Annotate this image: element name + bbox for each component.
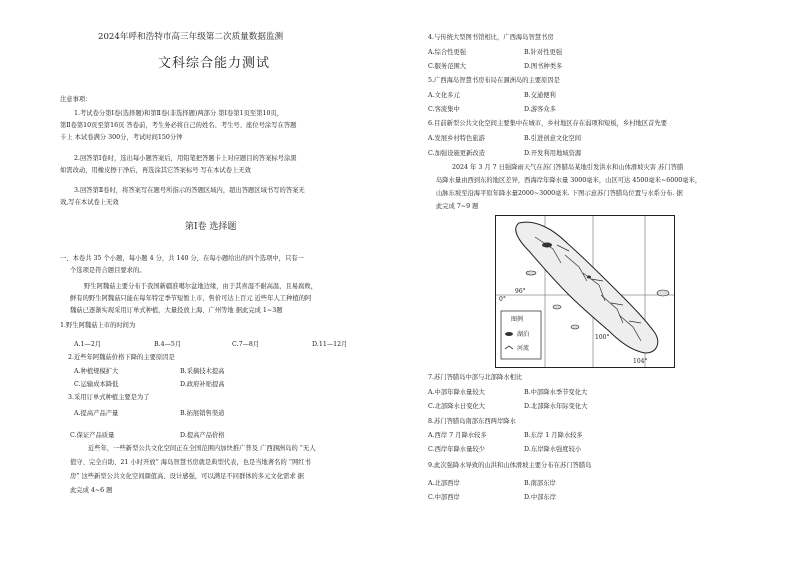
passage2-line4: 此完成 4~6 题 bbox=[70, 487, 113, 494]
q1-option-c: C.7—8月 bbox=[232, 341, 260, 348]
passage2-line2: 值守、完全自助、21 小时开放” 海岛智慧书房就是典型代表，也是当地著名的 “网红书 bbox=[70, 459, 311, 466]
passage2-line1: 近些年，一些新型公共文化空间正在全国范围内加快推广普及 广西涠洲岛的 “无人 bbox=[88, 445, 316, 452]
intro-line2: 个选项是符合题目要求的。 bbox=[70, 267, 146, 274]
q5-option-c: C.客流集中 bbox=[428, 106, 460, 113]
q4-option-d: D.图书种类多 bbox=[524, 63, 563, 70]
passage1-line1: 野生阿魏菇主要分布于我国新疆准噶尔盆地边缘，由于其喜湿不耐高温，且易腐败， bbox=[84, 283, 317, 290]
offshore-island-2 bbox=[553, 305, 561, 309]
q8-option-d: D.东岸降水强度较小 bbox=[524, 446, 582, 453]
section-title: 第Ⅰ卷 选择题 bbox=[185, 222, 237, 232]
q5-option-b: B.交通便利 bbox=[524, 92, 556, 99]
passage3-line3: 山脉东坡至沿海平原年降水量2000~3000毫米. 下图示意苏门答腊岛位置与水系分布. 据 bbox=[436, 190, 683, 197]
notice-1-line1: 1.考试卷分第Ⅰ卷(选择题)和第Ⅱ卷(非选择题)两部分 第Ⅰ卷第1页至第10页， bbox=[74, 110, 284, 117]
label-lon-100: 100° bbox=[595, 334, 610, 341]
passage1-line3: 魏菇已逐渐实现采用订单式种植，大量投放上海、广州等地 据此完成 1~3题 bbox=[70, 307, 283, 314]
q9-option-a: A.北部西岸 bbox=[428, 480, 460, 487]
q7-option-a: A.中部年降水量较大 bbox=[428, 389, 485, 396]
q5-option-d: D.游客众多 bbox=[524, 106, 557, 113]
question-2: 2.近些年阿魏菇价格下降的主要原因是 bbox=[68, 354, 175, 361]
q2-option-a: A.种植规模扩大 bbox=[74, 368, 119, 375]
passage1-line2: 鲜有的野生阿魏菇只能在每年特定季节短暂上市，售价可达上百元 近些年人工种植的阿 bbox=[70, 295, 312, 302]
q8-option-b: B.东岸 1 月降水较多 bbox=[524, 432, 583, 439]
q6-option-a: A.发展乡村特色旅游 bbox=[428, 135, 485, 142]
q3-option-d: D.提高产品价格 bbox=[180, 432, 225, 439]
legend-title: 图例 bbox=[511, 316, 524, 323]
q1-option-d: D.11—12月 bbox=[312, 341, 348, 348]
q2-option-c: C.运输成本降低 bbox=[74, 381, 119, 388]
notice-3-line2: 效,写在本试卷上无效 bbox=[60, 199, 119, 206]
notice-3-line1: 3.回答第Ⅱ卷时，将答案写在题号所指示的答题区域内，超出答题区域书写的答案无 bbox=[74, 187, 305, 194]
question-4: 4.与传统大型图书馆相比，广西海岛智慧书房 bbox=[428, 34, 554, 41]
question-8: 8.苏门答腊岛南部东西两岸降水 bbox=[428, 418, 516, 425]
q6-option-d: D.开发利用地域资源 bbox=[524, 150, 582, 157]
sumatra-map-svg bbox=[495, 215, 675, 368]
label-lat-0: 0° bbox=[499, 296, 506, 303]
legend-lake-label: 湖泊 bbox=[517, 331, 530, 338]
q9-option-c: C.中部西岸 bbox=[428, 494, 460, 501]
q7-option-d: D.北部降水年际变化大 bbox=[524, 403, 588, 410]
subject-title: 文科综合能力测试 bbox=[158, 56, 271, 71]
question-7: 7.苏门答腊岛中部与北部降水相比 bbox=[428, 374, 523, 381]
question-9: 9.此次强降水导致的山洪和山体滑坡主要分布在苏门答腊岛 bbox=[428, 462, 592, 469]
notice-1-line3: 卡上 本试卷满分 300分，考试时间150分钟 bbox=[60, 134, 183, 141]
notice-1-line2: 第Ⅱ卷第10页至第16页 答卷前，考生务必将自己的姓名、考生号、座位号涂写在答题 bbox=[60, 122, 297, 129]
passage3-line1: 2024 年 3 月 7 日强降雨天气在苏门答腊岛某地引发洪水和山体滑坡灾害 苏门答腊 bbox=[452, 164, 684, 171]
passage3-line4: 此完成 7~9 题 bbox=[436, 203, 479, 210]
q6-option-c: C.加强设施更新改造 bbox=[428, 150, 485, 157]
q8-option-c: C.西岸年降水量较少 bbox=[428, 446, 485, 453]
question-5: 5.广西海岛智慧书房布局在涠洲岛的主要原因是 bbox=[428, 77, 560, 84]
label-lon-96: 96° bbox=[515, 288, 526, 295]
q8-option-a: A.西岸 7 月降水较多 bbox=[428, 432, 487, 439]
notice-heading: 注意事项： bbox=[60, 96, 92, 103]
q7-option-c: C.北部降水日变化大 bbox=[428, 403, 485, 410]
q4-option-b: B.针对性更强 bbox=[524, 49, 563, 56]
passage3-line2: 岛降水量由西到东的地区差异，西海岸年降水量 3000毫米，山区可达 4500毫米~6000毫米， bbox=[436, 177, 702, 184]
notice-2-line2: 如需改动，用橡皮擦干净后，再选涂其它答案标号 写在本试卷上无效 bbox=[60, 167, 251, 174]
q1-option-a: A.1—2月 bbox=[74, 341, 102, 348]
legend-river-label: 河流 bbox=[517, 345, 530, 352]
legend-lake-icon bbox=[505, 332, 513, 336]
q2-option-b: B.采摘技术提高 bbox=[180, 368, 225, 375]
question-3: 3.采用订单式种植主要是为了 bbox=[68, 394, 150, 401]
offshore-island-4 bbox=[657, 290, 669, 296]
q1-option-b: B.4—5月 bbox=[154, 341, 182, 348]
q6-option-b: B.引进创意文化空间 bbox=[524, 135, 582, 142]
q3-option-c: C.保证产品质量 bbox=[70, 432, 115, 439]
q4-option-a: A.综合性更强 bbox=[428, 49, 467, 56]
intro-line1: 一、本卷共 35 个小题，每小题 4 分，共 140 分，在每小题给出的四个选项中，只有一 bbox=[60, 255, 304, 262]
exam-title: 2024年呼和浩特市高三年级第二次质量数据监测 bbox=[98, 32, 284, 42]
passage2-line3: 房” 这些新型公共文化空间颜值高、设计感强，可以满足不同群体的多元文化需求 据 bbox=[70, 473, 304, 480]
label-lon-104: 104° bbox=[633, 358, 648, 365]
q4-option-c: C.服务范围大 bbox=[428, 63, 467, 70]
question-6: 6.目前新型公共文化空间主要集中在城市，乡村地区存在弱项和短板，乡村地区首先要 bbox=[428, 120, 667, 127]
sumatra-map bbox=[495, 215, 675, 368]
lake-toba bbox=[542, 243, 552, 248]
q3-option-b: B.拓展销售渠道 bbox=[180, 410, 225, 417]
question-1: 1.野生阿魏菇上市的时间为 bbox=[60, 322, 136, 329]
q3-option-a: A.提高产品产量 bbox=[74, 410, 119, 417]
q2-option-d: D.政府补贴提高 bbox=[180, 381, 225, 388]
notice-2-line1: 2.回答第Ⅰ卷时，选出每小题答案后，用铅笔把答题卡上对应题目的答案标号涂黑 bbox=[74, 155, 297, 162]
lake-small bbox=[587, 276, 591, 279]
offshore-island-1 bbox=[526, 271, 536, 275]
q9-option-d: D.中部东岸 bbox=[524, 494, 557, 501]
q9-option-b: B.南部东岸 bbox=[524, 480, 556, 487]
q5-option-a: A.文化多元 bbox=[428, 92, 460, 99]
offshore-island-3 bbox=[571, 325, 579, 329]
q7-option-b: B.中部降水季节变化大 bbox=[524, 389, 588, 396]
